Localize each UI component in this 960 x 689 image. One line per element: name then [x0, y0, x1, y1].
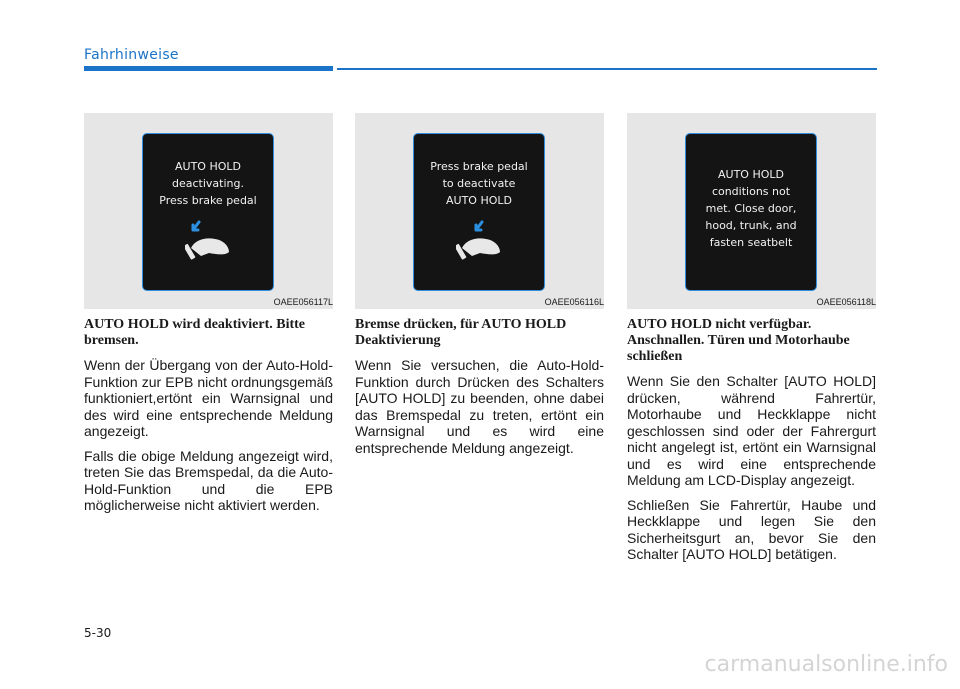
body-paragraph: Wenn Sie den Schalter [AUTO HOLD] drücken, während Fahrertür, Motorhaube und Heckklappe nicht geschlossen sind oder der Fahrergurt nicht angelegt ist, ertönt ein Warnsignal und es wird eine entsprechende Meldung am LCD-Display angezeigt. — [627, 373, 876, 488]
screen-line: AUTO HOLD — [446, 194, 512, 207]
screen-line: deactivating. — [172, 177, 244, 190]
screen-line: conditions not — [711, 185, 791, 198]
figure-code: OAEE056116L — [544, 297, 604, 307]
figure-code: OAEE056117L — [273, 297, 333, 307]
lcd-message-screen — [413, 133, 545, 291]
page-number: 5-30 — [84, 626, 112, 640]
header-rule-thick — [84, 66, 333, 71]
screen-line: Press brake pedal — [430, 160, 528, 173]
screen-line: Press brake pedal — [159, 194, 257, 207]
screen-line: AUTO HOLD — [718, 168, 784, 181]
figure-panel — [627, 113, 876, 309]
message-heading: Bremse drücken, für AUTO HOLD Deaktivierung — [355, 317, 567, 348]
lcd-message-screen — [142, 133, 274, 291]
message-heading: AUTO HOLD wird deaktiviert. Bitte bremsen. — [84, 317, 306, 348]
figure-code: OAEE056118L — [816, 297, 876, 307]
body-paragraph: Wenn Sie versuchen, die Auto-Hold-Funktion durch Drücken des Schalters [AUTO HOLD] zu beenden, ohne dabei das Bremspedal zu treten, ertönt ein Warnsignal und es wird eine entsprechende Meldung angezeigt. — [355, 357, 604, 456]
message-heading: AUTO HOLD nicht verfügbar. Anschnallen. Türen und Motorhaube schließen — [627, 317, 850, 364]
screen-line: met. Close door, — [705, 202, 797, 215]
body-paragraph: Falls die obige Meldung angezeigt wird, treten Sie das Bremspedal, da die Auto-Hold-Funktion und die EPB möglicherweise nicht aktiviert werden. — [84, 447, 333, 513]
header-rule-thin — [337, 68, 877, 70]
screen-line: to deactivate — [442, 177, 516, 190]
brake-pedal-press-icon — [185, 220, 235, 262]
screen-line: AUTO HOLD — [175, 160, 241, 173]
body-paragraph: Schließen Sie Fahrertür, Haube und Heckklappe und legen Sie den Sicherheitsgurt an, bevor Sie den Schalter [AUTO HOLD] betätigen. — [627, 496, 876, 562]
column-deactivating — [84, 113, 333, 514]
figure-panel — [355, 113, 604, 309]
watermark-link[interactable]: carmanualsonline.info — [704, 652, 948, 677]
figure-panel — [84, 113, 333, 309]
body-paragraph: Wenn der Übergang von der Auto-Hold-Funktion zur EPB nicht ordnungsgemäß funktioniert,ertönt ein Warnsignal und des wird eine entsprechende Meldung angezeigt. — [84, 357, 333, 439]
column-press-brake — [355, 113, 604, 456]
brake-pedal-press-icon — [456, 220, 506, 262]
screen-line: hood, trunk, and — [705, 219, 797, 232]
lcd-message-screen — [685, 133, 817, 291]
screen-line: fasten seatbelt — [709, 236, 793, 249]
column-not-available — [627, 113, 876, 563]
section-title: Fahrhinweise — [84, 47, 179, 63]
